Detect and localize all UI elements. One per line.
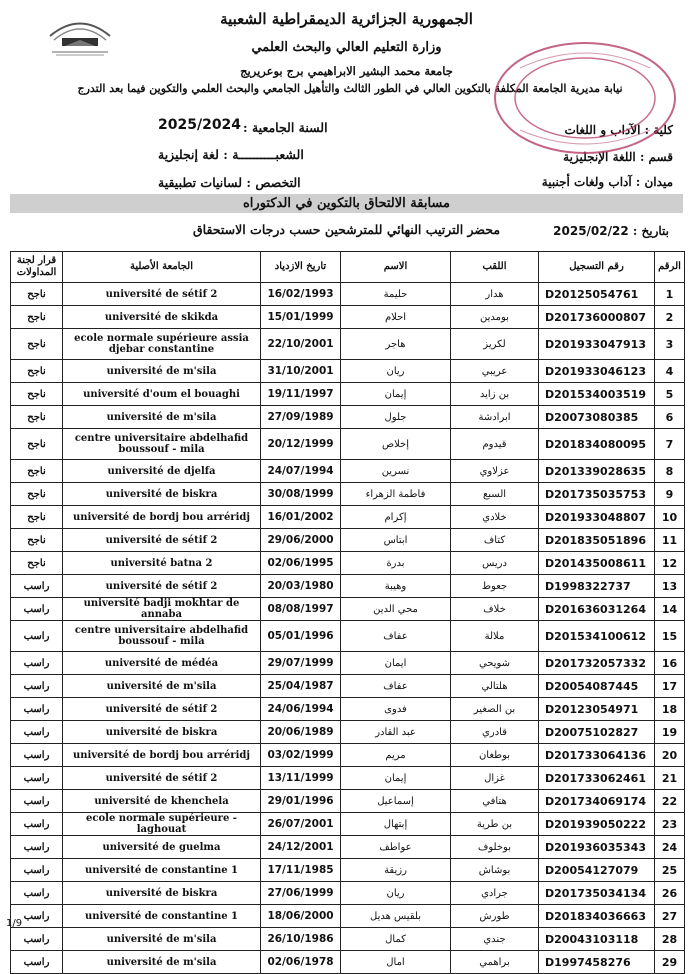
minutes-title: محضر الترتيب النهائي للمترشحين حسب درجات الاستحقاق [192, 222, 501, 237]
first-name-cell: ابتاس [341, 529, 451, 552]
last-name-cell: خلاف [451, 598, 539, 621]
table-row [11, 928, 685, 951]
dob-cell: 29/01/1996 [261, 790, 341, 813]
table-row [11, 882, 685, 905]
last-name-cell: لكريز [451, 329, 539, 360]
table-row [11, 429, 685, 460]
rank-cell: 16 [655, 652, 685, 675]
table-row [11, 598, 685, 621]
last-name-cell: بوشاش [451, 859, 539, 882]
first-name-cell: ريان [341, 360, 451, 383]
university-cell: ecole normale supérieure - laghouat [63, 813, 261, 836]
dob-cell: 03/02/1999 [261, 744, 341, 767]
first-name-cell: مريم [341, 744, 451, 767]
rank-cell: 13 [655, 575, 685, 598]
first-name-cell: إخلاص [341, 429, 451, 460]
table-row [11, 283, 685, 306]
dob-cell: 20/12/1999 [261, 429, 341, 460]
branch-label: الشعبــــــــــة : [223, 147, 304, 162]
faculty-value: الآداب و اللغات [564, 123, 641, 137]
dob-cell: 15/01/1999 [261, 306, 341, 329]
last-name-cell: شويحي [451, 652, 539, 675]
university-cell: université de bordj bou arréridj [63, 744, 261, 767]
registration-cell: D201733062461 [539, 767, 655, 790]
rank-cell: 29 [655, 951, 685, 974]
rank-cell: 27 [655, 905, 685, 928]
last-name-cell: جندي [451, 928, 539, 951]
decision-cell: ناجح [11, 283, 63, 306]
dob-cell: 31/10/2001 [261, 360, 341, 383]
ranking-table [10, 251, 685, 974]
last-name-cell: عزلاوي [451, 460, 539, 483]
university-cell: université de djelfa [63, 460, 261, 483]
registration-cell: D201534003519 [539, 383, 655, 406]
rank-cell: 6 [655, 406, 685, 429]
table-row [11, 460, 685, 483]
table-row [11, 675, 685, 698]
first-name-cell: فدوى [341, 698, 451, 721]
registration-cell: D201933048807 [539, 506, 655, 529]
decision-cell: راسب [11, 882, 63, 905]
university-cell: université de sétif 2 [63, 283, 261, 306]
table-row [11, 575, 685, 598]
last-name-cell: ملالة [451, 621, 539, 652]
university-cell: université de m'sila [63, 406, 261, 429]
last-name-cell: براهمي [451, 951, 539, 974]
university-cell: université de sétif 2 [63, 575, 261, 598]
university-cell: centre universitaire abdelhafid boussouf - mila [63, 429, 261, 460]
rank-cell: 3 [655, 329, 685, 360]
rank-cell: 8 [655, 460, 685, 483]
field-label: ميدان : [635, 175, 673, 189]
rank-cell: 17 [655, 675, 685, 698]
registration-cell: D201735035753 [539, 483, 655, 506]
last-name-cell: ابرادشة [451, 406, 539, 429]
first-name-cell: عواطف [341, 836, 451, 859]
rank-cell: 22 [655, 790, 685, 813]
table-row [11, 406, 685, 429]
first-name-cell: بلقيس هديل [341, 905, 451, 928]
university-cell: université de constantine 1 [63, 905, 261, 928]
faculty-label: كلية : [644, 123, 673, 137]
registration-cell: D20125054761 [539, 283, 655, 306]
rank-cell: 10 [655, 506, 685, 529]
date-label: بتاريخ : [632, 224, 669, 238]
last-name-cell: بومدين [451, 306, 539, 329]
university-cell: université de constantine 1 [63, 859, 261, 882]
field-value: آداب ولغات أجنبية [541, 175, 632, 189]
dob-cell: 22/10/2001 [261, 329, 341, 360]
university-cell: centre universitaire abdelhafid boussouf - mila [63, 621, 261, 652]
first-name-cell: إكرام [341, 506, 451, 529]
decision-cell: راسب [11, 698, 63, 721]
dob-cell: 24/12/2001 [261, 836, 341, 859]
registration-cell: D201933046123 [539, 360, 655, 383]
decision-cell: راسب [11, 575, 63, 598]
university-cell: université badji mokhtar de annaba [63, 598, 261, 621]
last-name-cell: خلادي [451, 506, 539, 529]
last-name-cell: كتاف [451, 529, 539, 552]
decision-cell: راسب [11, 813, 63, 836]
table-row [11, 767, 685, 790]
registration-cell: D201435008611 [539, 552, 655, 575]
last-name-cell: بوطغان [451, 744, 539, 767]
decision-cell: ناجح [11, 383, 63, 406]
branch-value: لغة إنجليزية [158, 147, 219, 162]
decision-cell: راسب [11, 790, 63, 813]
university-cell: université de sétif 2 [63, 767, 261, 790]
dob-cell: 29/07/1999 [261, 652, 341, 675]
dob-cell: 30/08/1999 [261, 483, 341, 506]
header-dob: تاريخ الازدياد [261, 252, 341, 283]
dob-cell: 29/06/2000 [261, 529, 341, 552]
header-decision: قرار لجنة المداولات [11, 252, 63, 283]
dob-cell: 19/11/1997 [261, 383, 341, 406]
university-cell: université de biskra [63, 721, 261, 744]
university-cell: université de médéa [63, 652, 261, 675]
table-row [11, 744, 685, 767]
rank-cell: 18 [655, 698, 685, 721]
university-cell: université de m'sila [63, 928, 261, 951]
last-name-cell: السبع [451, 483, 539, 506]
registration-cell: D1998322737 [539, 575, 655, 598]
dob-cell: 18/06/2000 [261, 905, 341, 928]
rank-cell: 11 [655, 529, 685, 552]
specialty-value: لسانيات تطبيقية [158, 175, 243, 190]
first-name-cell: امال [341, 951, 451, 974]
decision-cell: راسب [11, 721, 63, 744]
registration-cell: D201636031264 [539, 598, 655, 621]
last-name-cell: هتافي [451, 790, 539, 813]
rank-cell: 20 [655, 744, 685, 767]
decision-cell: راسب [11, 744, 63, 767]
first-name-cell: إبتهال [341, 813, 451, 836]
last-name-cell: بن زايد [451, 383, 539, 406]
dob-cell: 13/11/1999 [261, 767, 341, 790]
decision-cell: راسب [11, 598, 63, 621]
decision-cell: ناجح [11, 429, 63, 460]
dob-cell: 27/06/1999 [261, 882, 341, 905]
rank-cell: 7 [655, 429, 685, 460]
last-name-cell: بن الصغير [451, 698, 539, 721]
first-name-cell: عبد القادر [341, 721, 451, 744]
university-cell: université de m'sila [63, 360, 261, 383]
first-name-cell: جلول [341, 406, 451, 429]
first-name-cell: بدرة [341, 552, 451, 575]
dob-cell: 26/10/1986 [261, 928, 341, 951]
first-name-cell: إسماعيل [341, 790, 451, 813]
rank-cell: 25 [655, 859, 685, 882]
department-label: قسم : [639, 150, 673, 164]
dob-cell: 16/01/2002 [261, 506, 341, 529]
registration-cell: D20075102827 [539, 721, 655, 744]
registration-cell: D1997458276 [539, 951, 655, 974]
decision-cell: ناجح [11, 552, 63, 575]
republic-title: الجمهورية الجزائرية الديمقراطية الشعبية [220, 10, 473, 28]
university-cell: université de khenchela [63, 790, 261, 813]
registration-cell: D20054127079 [539, 859, 655, 882]
header-last-name: اللقب [451, 252, 539, 283]
registration-cell: D201933047913 [539, 329, 655, 360]
university-cell: université de biskra [63, 483, 261, 506]
first-name-cell: حليمة [341, 283, 451, 306]
decision-cell: راسب [11, 767, 63, 790]
decision-cell: راسب [11, 951, 63, 974]
registration-cell: D20043103118 [539, 928, 655, 951]
dob-cell: 20/03/1980 [261, 575, 341, 598]
decision-cell: راسب [11, 859, 63, 882]
header-rank: الرقم [655, 252, 685, 283]
registration-cell: D201736000807 [539, 306, 655, 329]
first-name-cell: ايمان [341, 652, 451, 675]
table-row [11, 652, 685, 675]
dob-cell: 16/02/1993 [261, 283, 341, 306]
table-row [11, 621, 685, 652]
university-cell: université d'oum el bouaghi [63, 383, 261, 406]
decision-cell: ناجح [11, 329, 63, 360]
vice-rectorate-title: نيابة مديرية الجامعة المكلفة بالتكوين العالي في الطور الثالث والتأهيل الجامعي والبحث العلمي والتكوين فيما بعد التدرج [77, 82, 623, 95]
rank-cell: 26 [655, 882, 685, 905]
specialty-line [158, 175, 301, 190]
first-name-cell: فاطمة الزهراء [341, 483, 451, 506]
table-row [11, 813, 685, 836]
first-name-cell: هاجر [341, 329, 451, 360]
decision-cell: راسب [11, 928, 63, 951]
last-name-cell: عريبي [451, 360, 539, 383]
dob-cell: 20/06/1989 [261, 721, 341, 744]
dob-cell: 02/06/1978 [261, 951, 341, 974]
rank-cell: 12 [655, 552, 685, 575]
university-title: جامعة محمد البشير الابراهيمي برج بوعريريج [240, 64, 453, 78]
page-number: 1/9 [6, 918, 23, 929]
rank-cell: 21 [655, 767, 685, 790]
first-name-cell: رزيقة [341, 859, 451, 882]
header-registration: رقم التسجيل [539, 252, 655, 283]
table-row [11, 905, 685, 928]
table-row [11, 306, 685, 329]
registration-cell: D201834036663 [539, 905, 655, 928]
registration-cell: D20123054971 [539, 698, 655, 721]
university-cell: université batna 2 [63, 552, 261, 575]
last-name-cell: بن طرية [451, 813, 539, 836]
rank-cell: 28 [655, 928, 685, 951]
first-name-cell: إيمان [341, 767, 451, 790]
table-row [11, 506, 685, 529]
university-cell: université de sétif 2 [63, 529, 261, 552]
rank-cell: 1 [655, 283, 685, 306]
field-line [542, 175, 673, 189]
dob-cell: 02/06/1995 [261, 552, 341, 575]
date-value: 2025/02/22 [553, 224, 629, 238]
university-cell: université de m'sila [63, 675, 261, 698]
last-name-cell: قادري [451, 721, 539, 744]
first-name-cell: محي الدين [341, 598, 451, 621]
registration-cell: D201732057332 [539, 652, 655, 675]
decision-cell: راسب [11, 836, 63, 859]
last-name-cell: قيدوم [451, 429, 539, 460]
registration-cell: D201834080095 [539, 429, 655, 460]
last-name-cell: دريس [451, 552, 539, 575]
last-name-cell: بوخلوف [451, 836, 539, 859]
rank-cell: 4 [655, 360, 685, 383]
registration-cell: D20073080385 [539, 406, 655, 429]
table-row [11, 836, 685, 859]
university-cell: université de skikda [63, 306, 261, 329]
rank-cell: 9 [655, 483, 685, 506]
branch-line [158, 147, 304, 162]
decision-cell: راسب [11, 675, 63, 698]
last-name-cell: جعوط [451, 575, 539, 598]
registration-cell: D201936035343 [539, 836, 655, 859]
decision-cell: ناجح [11, 360, 63, 383]
table-row [11, 951, 685, 974]
table-row [11, 552, 685, 575]
university-cell: université de guelma [63, 836, 261, 859]
rank-cell: 19 [655, 721, 685, 744]
university-cell: université de m'sila [63, 951, 261, 974]
first-name-cell: احلام [341, 306, 451, 329]
dob-cell: 24/07/1994 [261, 460, 341, 483]
first-name-cell: وهيبة [341, 575, 451, 598]
first-name-cell: عفاف [341, 621, 451, 652]
rank-cell: 15 [655, 621, 685, 652]
first-name-cell: إيمان [341, 383, 451, 406]
last-name-cell: غزال [451, 767, 539, 790]
decision-cell: ناجح [11, 460, 63, 483]
registration-cell: D201534100612 [539, 621, 655, 652]
competition-title: مسابقة الالتحاق بالتكوين في الدكتوراه [243, 196, 450, 211]
table-row [11, 721, 685, 744]
table-row [11, 483, 685, 506]
specialty-label: التخصص : [246, 175, 301, 190]
dob-cell: 26/07/2001 [261, 813, 341, 836]
university-cell: université de biskra [63, 882, 261, 905]
decision-cell: ناجح [11, 306, 63, 329]
registration-cell: D201734069174 [539, 790, 655, 813]
university-cell: université de sétif 2 [63, 698, 261, 721]
table-row [11, 360, 685, 383]
table-header-row [11, 252, 685, 283]
rank-cell: 24 [655, 836, 685, 859]
university-cell: ecole normale supérieure assia djebar constantine [63, 329, 261, 360]
year-label: السنة الجامعية : [243, 120, 328, 135]
last-name-cell: هدار [451, 283, 539, 306]
decision-cell: راسب [11, 652, 63, 675]
dob-cell: 24/06/1994 [261, 698, 341, 721]
department-value: اللغة الإنجليزية [563, 150, 636, 164]
header-first-name: الاسم [341, 252, 451, 283]
rank-cell: 23 [655, 813, 685, 836]
first-name-cell: ريان [341, 882, 451, 905]
header-university: الجامعة الأصلية [63, 252, 261, 283]
decision-cell: راسب [11, 621, 63, 652]
registration-cell: D20054087445 [539, 675, 655, 698]
registration-cell: D201939050222 [539, 813, 655, 836]
table-row [11, 329, 685, 360]
registration-cell: D201735034134 [539, 882, 655, 905]
first-name-cell: كمال [341, 928, 451, 951]
last-name-cell: هلتالي [451, 675, 539, 698]
dob-cell: 25/04/1987 [261, 675, 341, 698]
decision-cell: ناجح [11, 483, 63, 506]
decision-cell: ناجح [11, 406, 63, 429]
decision-cell: ناجح [11, 529, 63, 552]
ministry-title: وزارة التعليم العالي والبحث العلمي [251, 40, 442, 55]
rank-cell: 2 [655, 306, 685, 329]
official-stamp [490, 38, 680, 158]
rank-cell: 14 [655, 598, 685, 621]
table-row [11, 698, 685, 721]
registration-cell: D201733064136 [539, 744, 655, 767]
year-value: 2025/2024 [158, 117, 242, 133]
rank-cell: 5 [655, 383, 685, 406]
university-cell: université de bordj bou arréridj [63, 506, 261, 529]
first-name-cell: نسرين [341, 460, 451, 483]
last-name-cell: طورش [451, 905, 539, 928]
date-line [553, 224, 669, 238]
first-name-cell: عفاف [341, 675, 451, 698]
dob-cell: 17/11/1985 [261, 859, 341, 882]
last-name-cell: جرادي [451, 882, 539, 905]
table-row [11, 790, 685, 813]
registration-cell: D201339028635 [539, 460, 655, 483]
decision-cell: ناجح [11, 506, 63, 529]
table-row [11, 529, 685, 552]
registration-cell: D201835051896 [539, 529, 655, 552]
decision-cell: راسب [11, 905, 63, 928]
table-row [11, 859, 685, 882]
dob-cell: 08/08/1997 [261, 598, 341, 621]
dob-cell: 05/01/1996 [261, 621, 341, 652]
dob-cell: 27/09/1989 [261, 406, 341, 429]
table-row [11, 383, 685, 406]
